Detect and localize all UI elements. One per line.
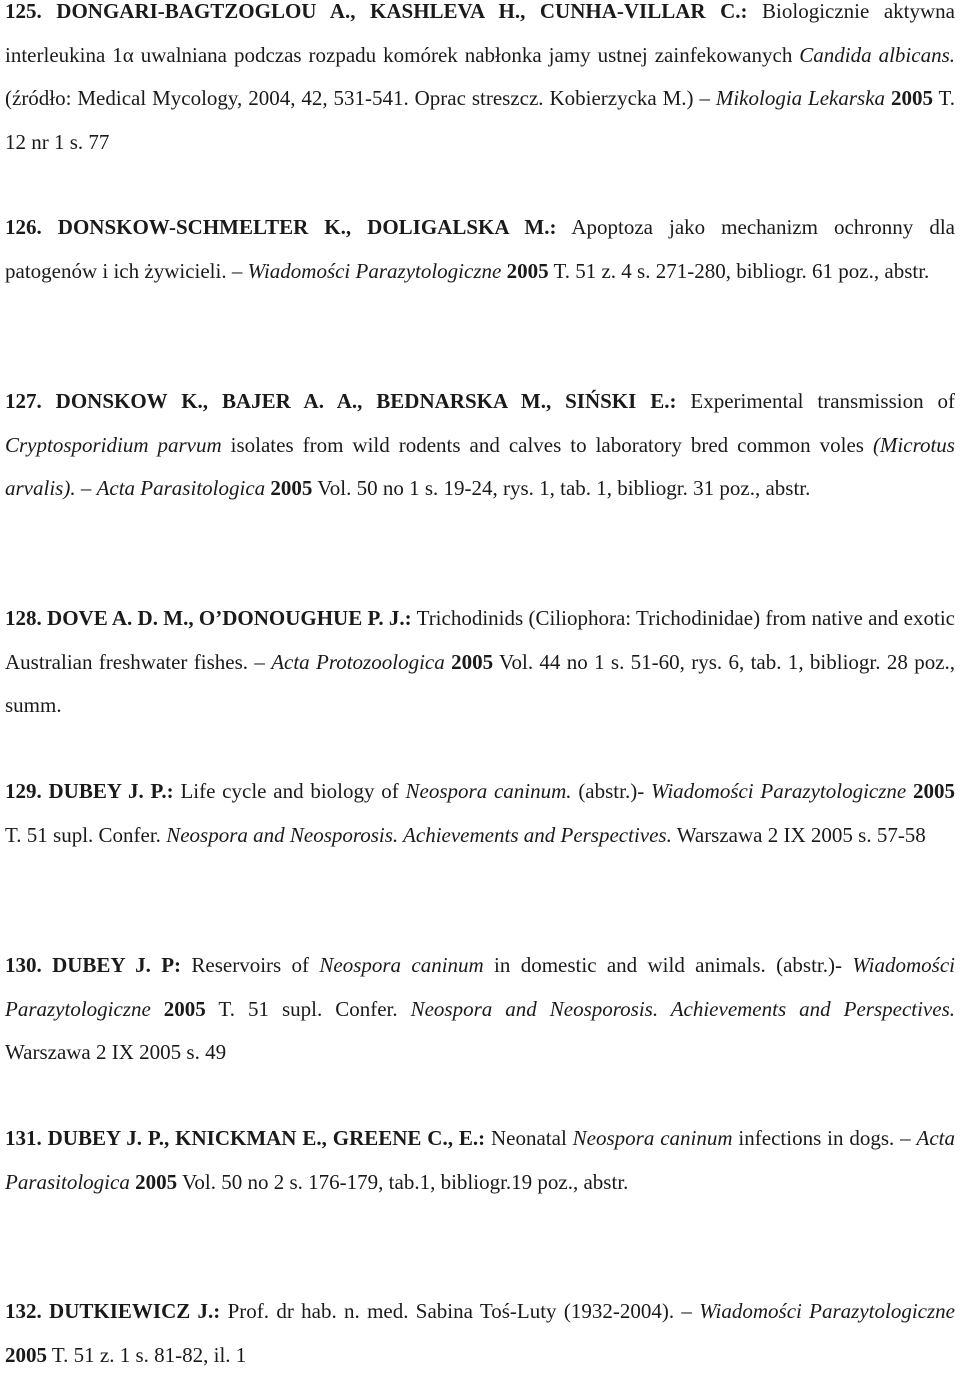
entry-italic-text: Acta Protozoologica <box>271 649 445 674</box>
entry-text: Trichodinids (Ciliophora: Trichodinidae) from native and exotic Australian freshwater fishes. – <box>5 606 955 674</box>
entry-text: Experimental transmission of <box>676 389 955 413</box>
bibliography-entry-125 <box>5 0 955 164</box>
entry-authors: 127. DONSKOW K., BAJER A. A., BEDNARSKA M., SIŃSKI E.: <box>5 389 677 413</box>
entry-text: Vol. 50 no 1 s. 19-24, rys. 1, tab. 1, bibliogr. 31 poz., abstr. <box>312 476 811 500</box>
entry-italic-text: Neospora and Neosporosis. Achievements and Perspectives. <box>166 822 672 847</box>
entry-text: T. 51 supl. Confer. <box>205 996 411 1021</box>
entry-italic-text: Wiadomości Parazytologiczne <box>5 953 955 1021</box>
bibliography-entry-129 <box>5 770 955 857</box>
entry-italic-text: Wiadomości Parazytologiczne <box>699 1299 955 1323</box>
entry-authors: 125. DONGARI-BAGTZOGLOU A., KASHLEVA H., CUNHA-VILLAR C.: <box>5 0 748 23</box>
bibliography-entry-127 <box>5 380 955 511</box>
entry-italic-text: Acta Parasitologica <box>5 1126 955 1194</box>
bibliography-entry-130 <box>5 944 955 1075</box>
entry-year: 2005 <box>501 258 549 283</box>
entry-year: 2005 <box>885 86 933 110</box>
entry-italic-text: Acta Parasitologica <box>96 476 266 500</box>
entry-italic-text: Candida albicans. <box>799 42 955 67</box>
entry-italic-text: Wiadomości Parazytologiczne <box>247 258 502 283</box>
entry-text: in domestic and wild animals. (abstr.)- <box>483 953 853 977</box>
bibliography-entry-128 <box>5 597 955 728</box>
entry-italic-text: Neospora and Neosporosis. Achievements and Perspectives. <box>410 996 955 1021</box>
entry-text: isolates from wild rodents and calves to laboratory bred common voles <box>221 432 873 457</box>
entry-year: 2005 <box>5 1342 47 1367</box>
entry-italic-text: Neospora caninum. <box>405 779 572 803</box>
entry-italic-text: Mikologia Lekarska <box>715 86 886 110</box>
entry-authors: 126. DONSKOW-SCHMELTER K., DOLIGALSKA M.: <box>5 215 557 239</box>
entry-authors: 132. DUTKIEWICZ J.: <box>5 1299 221 1323</box>
bibliography-entry-126 <box>5 206 955 293</box>
entry-authors: 128. DOVE A. D. M., O’DONOUGHUE P. J.: <box>5 606 412 630</box>
entry-italic-text: Wiadomości Parazytologiczne <box>650 779 907 803</box>
entry-text: T. 51 z. 1 s. 81-82, il. 1 <box>47 1342 247 1367</box>
entry-authors: 130. DUBEY J. P: <box>5 953 182 977</box>
entry-text: Prof. dr hab. n. med. Sabina Toś-Luty (1932-2004). – <box>220 1299 700 1323</box>
entry-year: 2005 <box>129 1169 178 1194</box>
entry-text: T. 51 z. 4 s. 271-280, bibliogr. 61 poz., abstr. <box>548 258 930 283</box>
entry-year: 2005 <box>444 649 494 674</box>
entry-text: Vol. 44 no 1 s. 51-60, rys. 6, tab. 1, bibliogr. 28 poz., summ. <box>5 649 956 717</box>
entry-text: Warszawa 2 IX 2005 s. 49 <box>5 1040 227 1064</box>
entry-year: 2005 <box>906 779 955 803</box>
entry-italic-text: Neospora caninum <box>319 953 484 977</box>
entry-text: – <box>75 476 97 500</box>
bibliography-entry-131 <box>5 1117 955 1204</box>
entry-year: 2005 <box>265 476 313 500</box>
bibliography-entry-132 <box>5 1290 955 1377</box>
entry-text: T. 12 nr 1 s. 77 <box>5 86 956 154</box>
entry-text: Neonatal <box>485 1126 573 1150</box>
entry-text: (abstr.)- <box>571 779 651 803</box>
entry-italic-text: Neospora caninum <box>572 1126 733 1150</box>
entry-text: infections in dogs. – <box>732 1126 917 1150</box>
entry-authors: 129. DUBEY J. P.: <box>5 779 174 803</box>
entry-text: T. 51 supl. Confer. <box>5 822 167 847</box>
entry-text: Warszawa 2 IX 2005 s. 57-58 <box>671 822 926 847</box>
entry-text: Life cycle and biology of <box>173 779 406 803</box>
entry-text: Biologicznie aktywna interleukina 1α uwalniana podczas rozpadu komórek nabłonka jamy ustnej zainfekowanych <box>5 0 955 67</box>
entry-italic-text: Cryptosporidium parvum <box>5 432 222 457</box>
entry-italic-text: (Microtus arvalis). <box>5 432 955 500</box>
entry-text: Apoptoza jako mechanizm ochronny dla patogenów i ich żywicieli. – <box>5 215 955 283</box>
entry-text: (źródło: Medical Mycology, 2004, 42, 531-541. Oprac streszcz. Kobierzycka M.) – <box>5 86 716 110</box>
entry-year: 2005 <box>150 996 206 1021</box>
entry-text: Vol. 50 no 2 s. 176-179, tab.1, bibliogr.19 poz., abstr. <box>177 1169 629 1194</box>
entry-authors: 131. DUBEY J. P., KNICKMAN E., GREENE C., E.: <box>5 1126 486 1150</box>
entry-text: Reservoirs of <box>181 953 320 977</box>
